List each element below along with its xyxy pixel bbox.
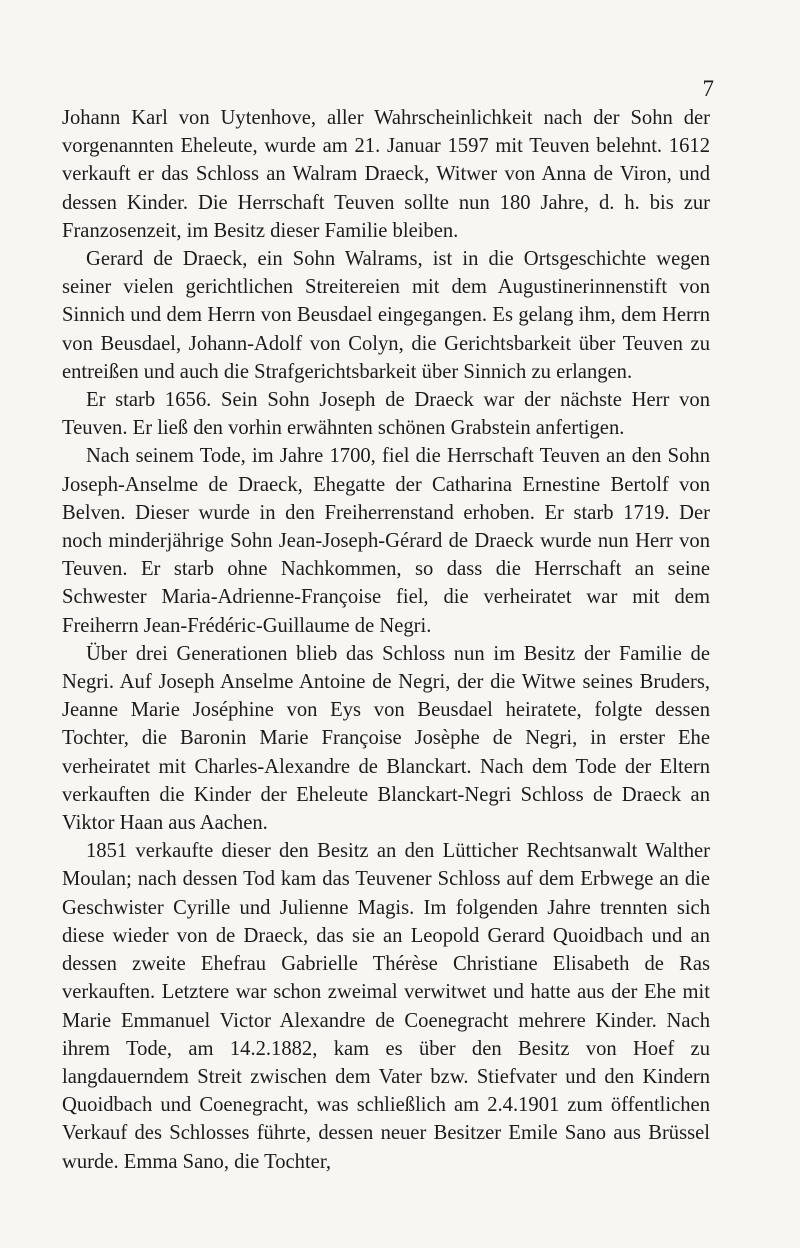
paragraph: Nach seinem Tode, im Jahre 1700, fiel die Herrschaft Teuven an den Sohn Joseph-Anselme de Draeck, Ehegatte der Catharina Ernestine Bertolf von Belven. Dieser wurde in den Freiherrenstand erhoben. Er starb 1719. Der noch minderjährige Sohn Jean-Joseph-Gérard de Draeck wurde nun Herr von Teuven. Er starb ohne Nachkommen, so dass die Herrschaft an seine Schwester Maria-Adrienne-Françoise fiel, die verheiratet war mit dem Freiherrn Jean-Frédéric-Guillaume de Negri. <box>62 445 710 637</box>
page-number: 7 <box>702 76 714 101</box>
paragraph: Er starb 1656. Sein Sohn Joseph de Draeck war der nächste Herr von Teuven. Er ließ den vorhin erwähnten schönen Grabstein anfertigen. <box>62 389 710 440</box>
paragraph: Über drei Generationen blieb das Schloss nun im Besitz der Familie de Negri. Auf Joseph Anselme Antoine de Negri, der die Witwe seines Bruders, Jeanne Marie Joséphine von Eys von Beusdael heiratete, folgte dessen Tochter, die Baronin Marie Françoise Josèphe de Negri, in erster Ehe verheiratet mit Charles-Alexandre de Blanckart. Nach dem Tode der Eltern verkauften die Kinder der Eheleute Blanckart-Negri Schloss de Draeck an Viktor Haan aus Aachen. <box>62 642 710 835</box>
paragraph: 1851 verkaufte dieser den Besitz an den Lütticher Rechtsanwalt Walther Moulan; nach dessen Tod kam das Teuvener Schloss auf dem Erbwege an die Geschwister Cyrille und Julienne Magis. Im folgenden Jahre trennten sich diese wieder von de Draeck, das sie an Leopold Gerard Quoidbach und an dessen zweite Ehefrau Gabrielle Thérèse Christiane Elisabeth de Ras verkauften. Letztere war schon zweimal verwitwet und hatte aus der Ehe mit Marie Emmanuel Victor Alexandre de Coenegracht mehrere Kinder. Nach ihrem Tode, am 14.2.1882, kam es über den Besitz von Hoef zu langdauerndem Streit zwischen dem Vater bzw. Stiefvater und den Kindern Quoidbach und Coenegracht, was schließlich am 2.4.1901 zum öffentlichen Verkauf des Schlosses führte, dessen neuer Besitzer Emile Sano aus Brüssel wurde. Emma Sano, die Tochter, <box>62 840 710 1173</box>
paragraph: Johann Karl von Uytenhove, aller Wahrscheinlichkeit nach der Sohn der vorgenannten Eheleute, wurde am 21. Januar 1597 mit Teuven belehnt. 1612 verkauft er das Schloss an Walram Draeck, Witwer von Anna de Viron, und dessen Kinder. Die Herrschaft Teuven sollte nun 180 Jahre, d. h. bis zur Franzosenzeit, im Besitz dieser Familie bleiben. <box>62 107 710 242</box>
body-text <box>62 104 710 1176</box>
paragraph: Gerard de Draeck, ein Sohn Walrams, ist in die Ortsgeschichte wegen seiner vielen gerichtlichen Streitereien mit dem Augustinerinnenstift von Sinnich und dem Herrn von Beusdael eingegangen. Es gelang ihm, dem Herrn von Beusdael, Johann-Adolf von Colyn, die Gerichtsbarkeit über Teuven zu entreißen und auch die Strafgerichtsbarkeit über Sinnich zu erlangen. <box>62 248 710 383</box>
